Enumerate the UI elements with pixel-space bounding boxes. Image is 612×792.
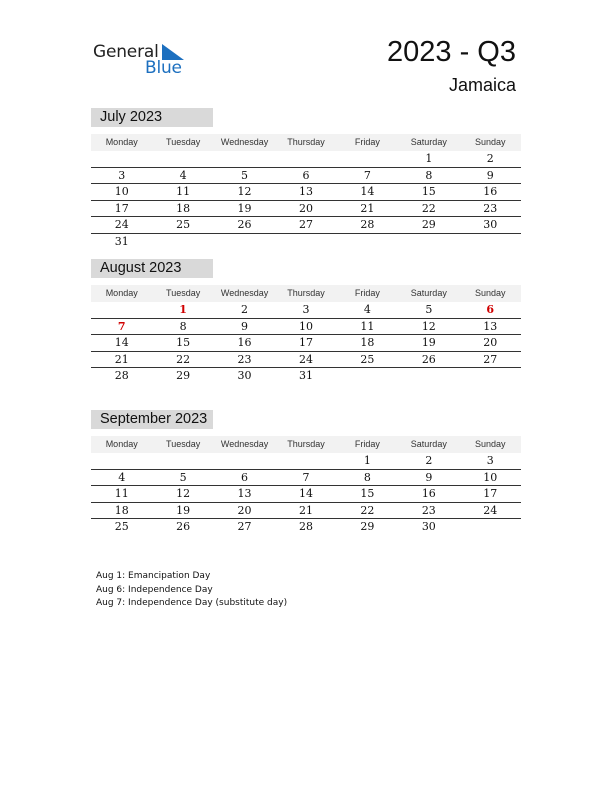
day-cell: 3 — [302, 303, 310, 316]
day-cell: 19 — [176, 503, 191, 517]
day-cell: 2 — [425, 454, 433, 467]
day-cell: 11 — [114, 487, 129, 500]
month-title: August 2023 — [91, 259, 213, 278]
empty-day-cell — [152, 453, 213, 469]
day-cell: 14 — [114, 336, 129, 349]
day-cell: 3 — [118, 168, 126, 182]
day-cell: 3 — [486, 454, 494, 467]
day-cell: 22 — [360, 503, 375, 517]
day-cell: 20 — [237, 503, 252, 517]
day-cell: 7 — [117, 319, 126, 333]
day-cell: 1 — [179, 303, 187, 316]
day-cell: 30 — [237, 369, 252, 382]
day-cell: 22 — [421, 201, 436, 215]
weekday-label: Friday — [354, 137, 380, 147]
day-cell: 31 — [114, 234, 129, 248]
holiday-note: Aug 1: Emancipation Day — [96, 571, 211, 581]
day-cell: 10 — [483, 470, 498, 484]
weekday-label: Saturday — [410, 439, 447, 449]
weekday-label: Sunday — [474, 439, 506, 449]
empty-day-cell — [337, 151, 398, 167]
empty-day-cell — [460, 234, 521, 251]
weekday-label: Tuesday — [166, 288, 201, 298]
week-row — [91, 503, 521, 520]
week-row — [91, 217, 521, 234]
weekday-label: Wednesday — [220, 288, 269, 298]
day-cell: 9 — [486, 168, 494, 182]
day-cell: 24 — [483, 503, 498, 517]
empty-day-cell — [91, 151, 152, 167]
weekday-label: Friday — [354, 439, 380, 449]
week-row — [91, 168, 521, 185]
week-row — [91, 368, 521, 385]
day-cell: 23 — [421, 503, 436, 517]
day-cell: 14 — [360, 185, 375, 198]
country-name: Jamaica — [448, 75, 516, 95]
day-cell: 5 — [425, 303, 433, 316]
day-cell: 28 — [360, 218, 375, 231]
empty-day-cell — [337, 234, 398, 251]
holiday-note: Aug 6: Independence Day — [96, 584, 213, 595]
day-cell: 24 — [114, 218, 129, 231]
day-cell: 10 — [114, 185, 129, 198]
weekday-label: Tuesday — [166, 439, 201, 449]
day-cell: 27 — [483, 352, 498, 366]
day-cell: 12 — [176, 487, 191, 500]
weekday-label: Friday — [354, 288, 380, 298]
week-row — [91, 201, 521, 218]
weekday-label: Sunday — [474, 288, 506, 298]
day-cell: 21 — [114, 352, 129, 366]
empty-day-cell — [91, 453, 152, 469]
empty-day-cell — [214, 453, 275, 469]
month-title: July 2023 — [91, 108, 213, 127]
empty-day-cell — [152, 151, 213, 167]
day-cell: 16 — [237, 336, 252, 349]
day-cell: 8 — [179, 319, 187, 333]
day-cell: 1 — [363, 454, 371, 467]
day-cell: 2 — [241, 303, 249, 316]
day-cell: 7 — [302, 470, 310, 484]
day-cell: 28 — [114, 369, 129, 382]
week-row — [91, 486, 521, 503]
empty-day-cell — [91, 302, 152, 318]
day-cell: 4 — [363, 303, 371, 316]
day-cell: 22 — [176, 352, 191, 366]
empty-day-cell — [214, 151, 275, 167]
empty-day-cell — [214, 234, 275, 251]
empty-day-cell — [275, 151, 336, 167]
day-cell: 4 — [118, 470, 126, 484]
day-cell: 19 — [237, 201, 252, 215]
week-row — [91, 453, 521, 470]
day-cell: 27 — [298, 218, 313, 231]
holiday-note: Aug 7: Independence Day (substitute day) — [96, 598, 288, 608]
weekday-label: Monday — [105, 137, 138, 147]
day-cell: 2 — [486, 152, 494, 165]
month-calendar-august — [91, 259, 521, 385]
empty-day-cell — [275, 453, 336, 469]
empty-day-cell — [460, 368, 521, 385]
day-cell: 29 — [421, 218, 436, 231]
day-cell: 18 — [176, 201, 191, 215]
day-cell: 11 — [360, 319, 375, 333]
day-cell: 9 — [425, 470, 433, 484]
month-calendar-july — [91, 108, 521, 250]
month-title: September 2023 — [91, 410, 213, 429]
weekday-header-row — [91, 134, 521, 151]
day-cell: 4 — [179, 168, 187, 182]
day-cell: 8 — [363, 470, 371, 484]
empty-day-cell — [460, 519, 521, 536]
day-cell: 20 — [298, 201, 313, 215]
day-cell: 6 — [302, 168, 310, 182]
day-cell: 18 — [114, 503, 129, 517]
day-cell: 28 — [298, 520, 313, 533]
day-cell: 31 — [298, 369, 313, 382]
day-cell: 5 — [241, 168, 249, 182]
day-cell: 13 — [237, 487, 252, 500]
day-cell: 30 — [483, 218, 498, 231]
weekday-label: Wednesday — [220, 137, 269, 147]
day-cell: 24 — [298, 352, 313, 366]
day-cell: 18 — [360, 336, 375, 349]
day-cell: 6 — [486, 303, 495, 316]
week-row — [91, 184, 521, 201]
day-cell: 20 — [483, 336, 498, 349]
week-row — [91, 335, 521, 352]
day-cell: 17 — [298, 336, 313, 349]
week-row — [91, 470, 521, 487]
day-cell: 21 — [360, 201, 375, 215]
day-cell: 17 — [483, 487, 498, 500]
logo-word-blue: Blue — [145, 58, 182, 78]
week-row — [91, 519, 521, 536]
weekday-label: Tuesday — [166, 137, 201, 147]
day-cell: 19 — [421, 336, 436, 349]
day-cell: 7 — [363, 168, 371, 182]
empty-day-cell — [337, 368, 398, 385]
day-cell: 8 — [425, 168, 433, 182]
week-row — [91, 319, 521, 336]
day-cell: 9 — [241, 319, 249, 333]
day-cell: 15 — [421, 185, 436, 198]
month-calendar-september — [91, 410, 521, 536]
quarter-title: 2023 - Q3 — [387, 36, 516, 68]
empty-day-cell — [398, 234, 459, 251]
day-cell: 29 — [360, 520, 375, 533]
week-row — [91, 302, 521, 319]
empty-day-cell — [275, 234, 336, 251]
weekday-header-row — [91, 436, 521, 453]
day-cell: 10 — [298, 319, 313, 333]
weekday-label: Thursday — [287, 137, 325, 147]
weekday-header-row — [91, 285, 521, 302]
day-cell: 13 — [298, 185, 313, 198]
holiday-notes — [96, 570, 287, 611]
weekday-label: Saturday — [410, 288, 447, 298]
day-cell: 30 — [421, 520, 436, 533]
day-cell: 23 — [483, 201, 498, 215]
empty-day-cell — [398, 368, 459, 385]
week-row — [91, 151, 521, 168]
empty-day-cell — [152, 234, 213, 251]
day-cell: 26 — [176, 520, 191, 533]
day-cell: 15 — [176, 336, 191, 349]
day-cell: 17 — [114, 201, 129, 215]
logo-word-general: General — [93, 42, 159, 62]
weekday-label: Monday — [105, 439, 138, 449]
day-cell: 23 — [237, 352, 252, 366]
day-cell: 27 — [237, 520, 252, 533]
day-cell: 12 — [421, 319, 436, 333]
day-cell: 29 — [176, 369, 191, 382]
day-cell: 14 — [298, 487, 313, 500]
day-cell: 5 — [179, 470, 187, 484]
day-cell: 15 — [360, 487, 375, 500]
weekday-label: Saturday — [410, 137, 447, 147]
day-cell: 1 — [425, 152, 433, 165]
weekday-label: Wednesday — [220, 439, 269, 449]
day-cell: 25 — [176, 218, 191, 231]
day-cell: 12 — [237, 185, 252, 198]
day-cell: 26 — [421, 352, 436, 366]
day-cell: 13 — [483, 319, 498, 333]
weekday-label: Monday — [105, 288, 138, 298]
week-row — [91, 352, 521, 369]
day-cell: 25 — [114, 520, 129, 533]
day-cell: 6 — [241, 470, 249, 484]
day-cell: 26 — [237, 218, 252, 231]
day-cell: 21 — [298, 503, 313, 517]
day-cell: 11 — [176, 185, 191, 198]
week-row — [91, 234, 521, 251]
day-cell: 16 — [421, 487, 436, 500]
day-cell: 16 — [483, 185, 498, 198]
weekday-label: Sunday — [474, 137, 506, 147]
generalblue-logo — [93, 40, 193, 80]
day-cell: 25 — [360, 352, 375, 366]
weekday-label: Thursday — [287, 288, 325, 298]
weekday-label: Thursday — [287, 439, 325, 449]
